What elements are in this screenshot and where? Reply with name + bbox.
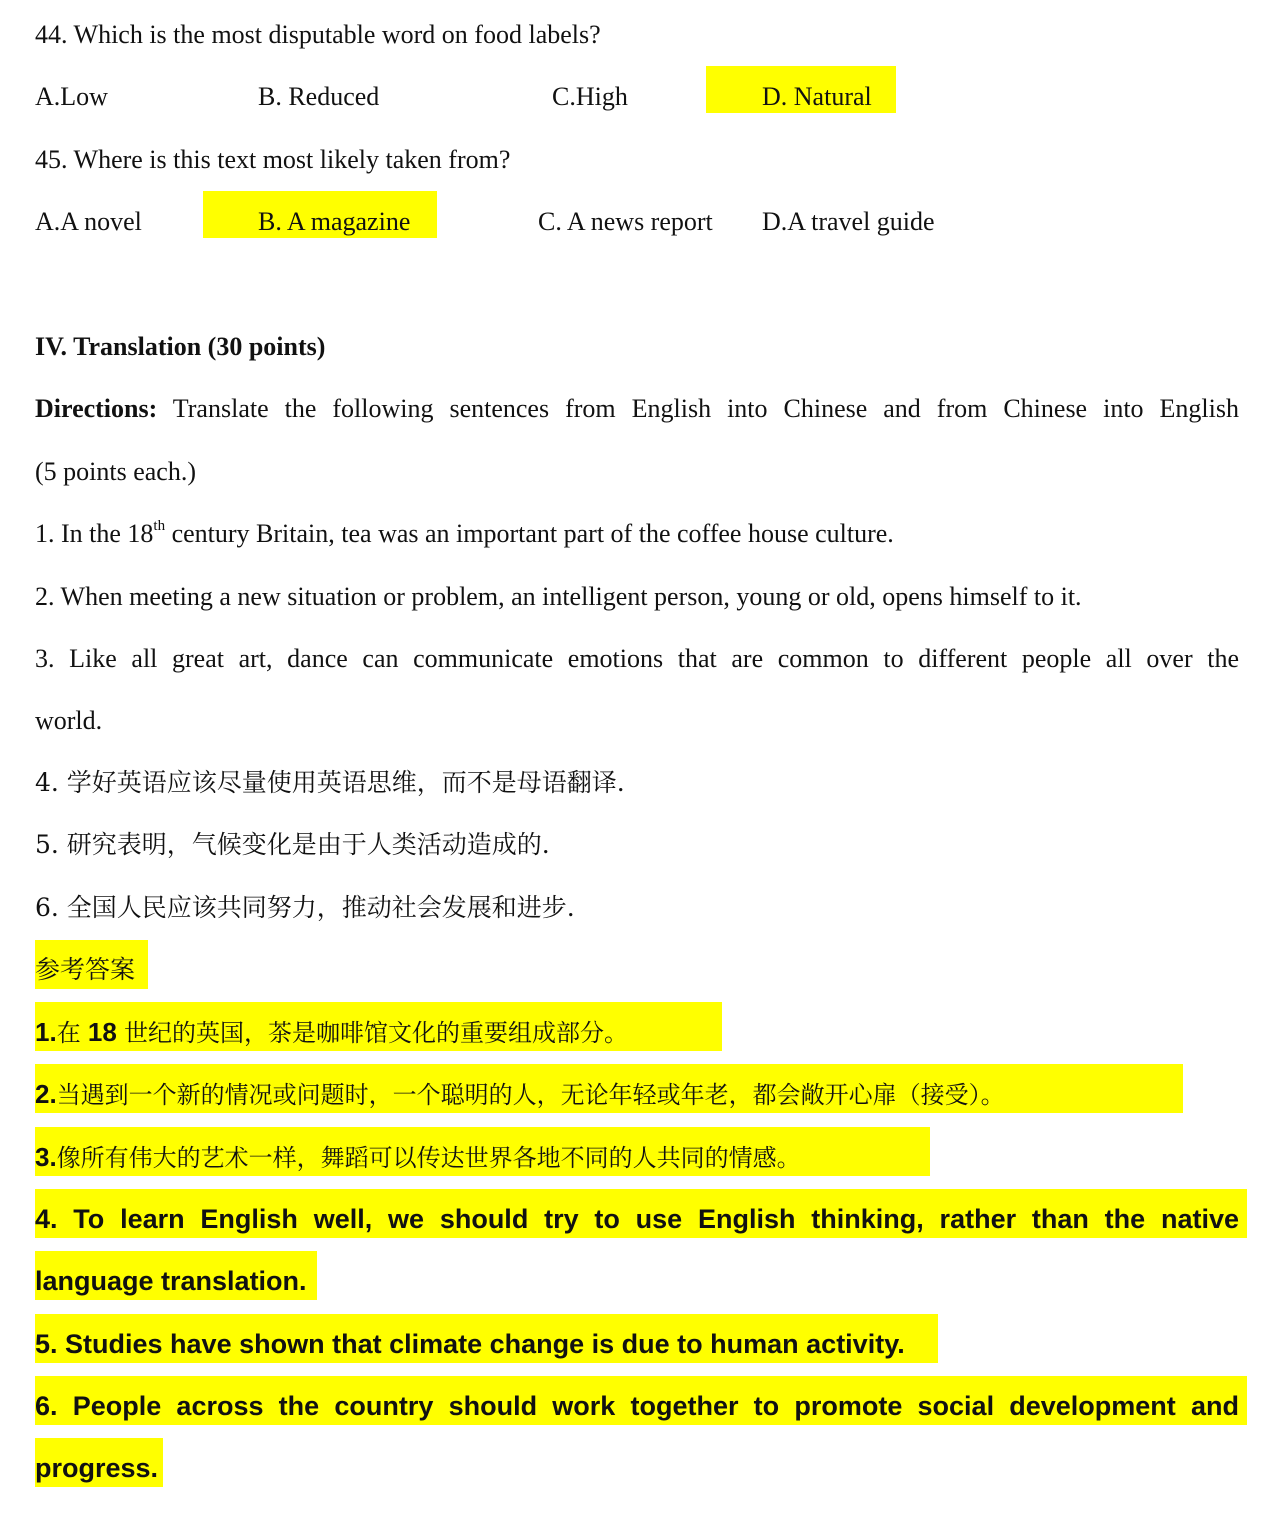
directions [35, 385, 1239, 433]
question-44: 44. Which is the most disputable word on food labels? [35, 20, 601, 49]
answers-heading: 参考答案 [35, 955, 136, 984]
answer-2 [35, 1070, 1005, 1119]
answer-1-text: 世纪的英国，茶是咖啡馆文化的重要组成部分。 [124, 1019, 629, 1047]
sentence-2: 2. When meeting a new situation or problem, an intelligent person, young or old, opens himself to it. [35, 582, 1082, 611]
sentence-1-start: 1. In the 18 [35, 519, 154, 548]
sentence-6: 6. 全国人民应该共同努力，推动社会发展和进步. [35, 893, 575, 922]
sentence-1-sup: th [153, 518, 166, 534]
answer-1 [35, 1008, 628, 1057]
directions-label: Directions: [35, 394, 158, 423]
q44-option-c: C.High [552, 82, 628, 111]
q44-option-a: A.Low [35, 82, 108, 111]
sentence-1 [35, 510, 894, 558]
q45-option-b: B. A magazine [258, 207, 411, 236]
directions-text: Translate the following sentences from English into Chinese and from Chinese into English [157, 394, 1239, 423]
q44-option-d: D. Natural [762, 82, 872, 111]
sentence-4: 4. 学好英语应该尽量使用英语思维，而不是母语翻译. [35, 768, 625, 797]
q45-option-d: D.A travel guide [762, 207, 935, 236]
sentence-5: 5. 研究表明，气候变化是由于人类活动造成的. [35, 830, 550, 859]
answer-4-continued: language translation. [35, 1266, 307, 1296]
answer-6-continued: progress. [35, 1453, 159, 1483]
q45-option-c: C. A news report [538, 207, 713, 236]
answer-3-text: 像所有伟大的艺术一样，舞蹈可以传达世界各地不同的人共同的情感。 [56, 1144, 801, 1172]
sentence-3: 3. Like all great art, dance can communicate emotions that are common to different people all over the [35, 644, 1239, 673]
section-title: IV. Translation (30 points) [35, 332, 326, 361]
answer-6: 6. People across the country should work together to promote social development and [35, 1391, 1239, 1421]
answer-2-number: 2. [35, 1079, 57, 1109]
sentence-1-end: century Britain, tea was an important part of the coffee house culture. [165, 519, 894, 548]
sentence-3-continued: world. [35, 706, 103, 735]
answer-1-prefix: 在 [56, 1019, 81, 1047]
answer-3 [35, 1133, 801, 1182]
q45-option-a: A.A novel [35, 207, 142, 236]
directions-continued: (5 points each.) [35, 457, 197, 486]
answer-2-text: 当遇到一个新的情况或问题时，一个聪明的人，无论年轻或年老，都会敞开心扉（接受）。 [56, 1081, 1005, 1109]
question-45: 45. Where is this text most likely taken from? [35, 145, 511, 174]
answer-5: 5. Studies have shown that climate change is due to human activity. [35, 1329, 905, 1359]
answer-4: 4. To learn English well, we should try to use English thinking, rather than the native [35, 1204, 1239, 1234]
answer-3-number: 3. [35, 1142, 57, 1172]
q44-option-b: B. Reduced [258, 82, 380, 111]
answer-1-year: 18 [80, 1017, 125, 1047]
answer-1-number: 1. [35, 1017, 57, 1047]
